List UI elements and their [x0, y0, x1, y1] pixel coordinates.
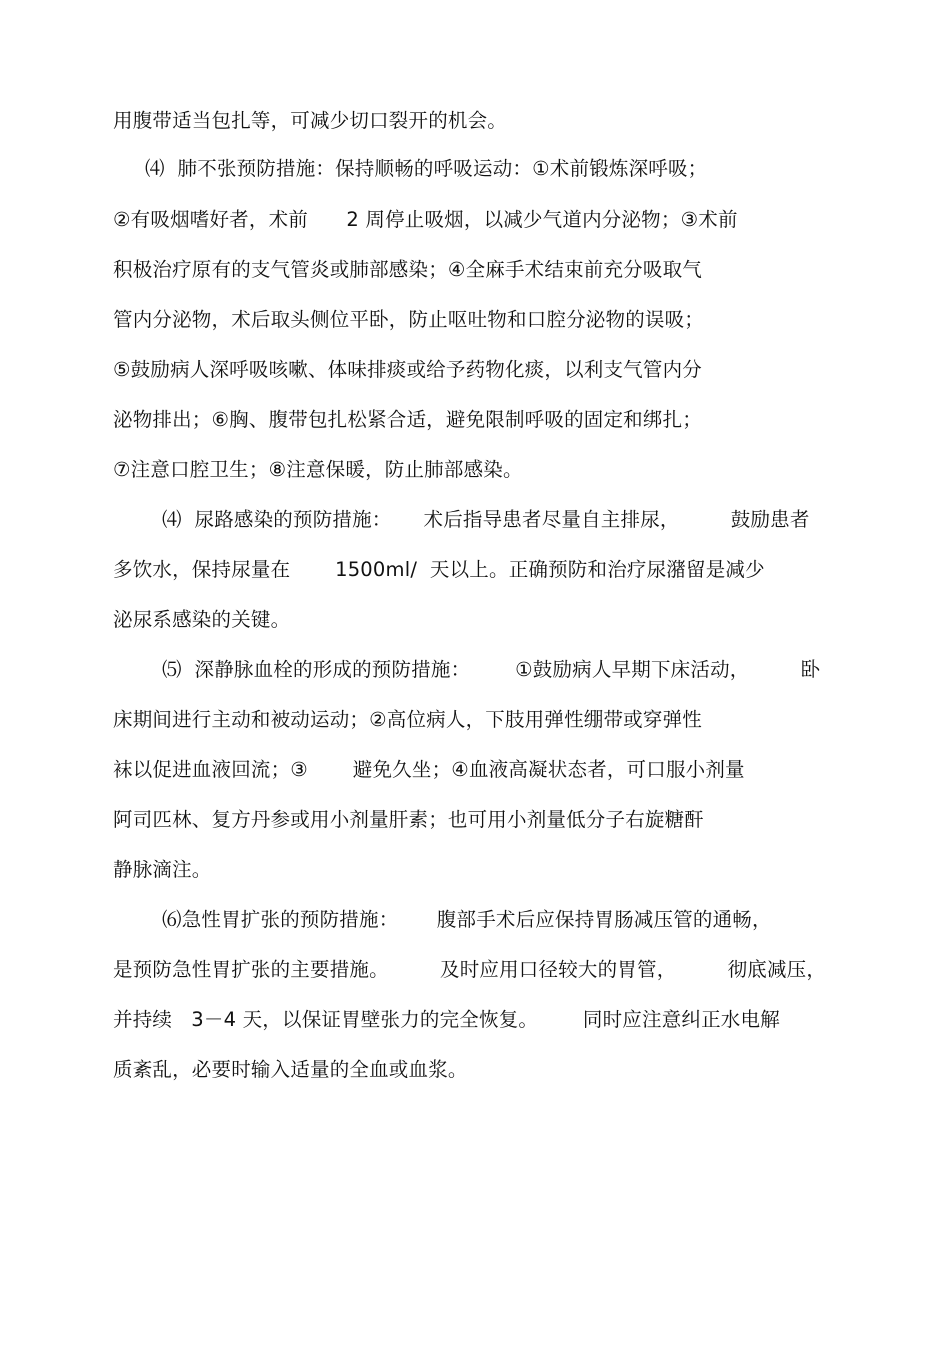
text-line-5: 管内分泌物，术后取头侧位平卧，防止呕吐物和口腔分泌物的误吸；	[113, 308, 705, 331]
text-line-8: ⑦注意口腔卫生；⑧注意保暖，防止肺部感染。	[113, 458, 523, 481]
text-line-4: 积极治疗原有的支气管炎或肺部感染；④全麻手术结束前充分吸取气	[113, 258, 702, 281]
text-line-20: 质紊乱，必要时输入适量的全血或血浆。	[113, 1058, 468, 1081]
text-line-9: ⑷ 尿路感染的预防措施： 术后指导患者尽量自主排尿， 鼓励患者	[162, 508, 810, 531]
text-line-16: 静脉滴注。	[113, 858, 212, 881]
text-line-1: 用腹带适当包扎等，可减少切口裂开的机会。	[113, 109, 508, 132]
text-line-2: ⑷ 肺不张预防措施：保持顺畅的呼吸运动：①术前锻炼深呼吸；	[145, 157, 708, 180]
text-line-10: 多饮水，保持尿量在 1500ml/ 天以上。正确预防和治疗尿潴留是减少	[113, 558, 765, 581]
text-line-3: ②有吸烟嗜好者，术前 2 周停止吸烟，以减少气道内分泌物；③术前	[113, 208, 738, 231]
text-line-14: 袜以促进血液回流；③ 避免久坐；④血液高凝状态者，可口服小剂量	[113, 758, 745, 781]
text-line-12: ⑸ 深静脉血栓的形成的预防措施： ①鼓励病人早期下床活动， 卧	[162, 658, 821, 681]
text-line-13: 床期间进行主动和被动运动；②高位病人，下肢用弹性绷带或穿弹性	[113, 708, 702, 731]
text-line-19: 并持续 3－4 天，以保证胃壁张力的完全恢复。 同时应注意纠正水电解	[113, 1008, 780, 1031]
text-line-15: 阿司匹林、复方丹参或用小剂量肝素；也可用小剂量低分子右旋糖酐	[113, 808, 705, 831]
text-line-18: 是预防急性胃扩张的主要措施。 及时应用口径较大的胃管， 彻底减压，	[113, 958, 827, 981]
text-line-17: ⑹急性胃扩张的预防措施： 腹部手术后应保持胃肠减压管的通畅，	[162, 908, 772, 931]
text-line-11: 泌尿系感染的关键。	[113, 608, 291, 631]
text-line-7: 泌物排出；⑥胸、腹带包扎松紧合适，避免限制呼吸的固定和绑扎；	[113, 408, 702, 431]
text-line-6: ⑤鼓励病人深呼吸咳嗽、体味排痰或给予药物化痰，以利支气管内分	[113, 358, 702, 381]
